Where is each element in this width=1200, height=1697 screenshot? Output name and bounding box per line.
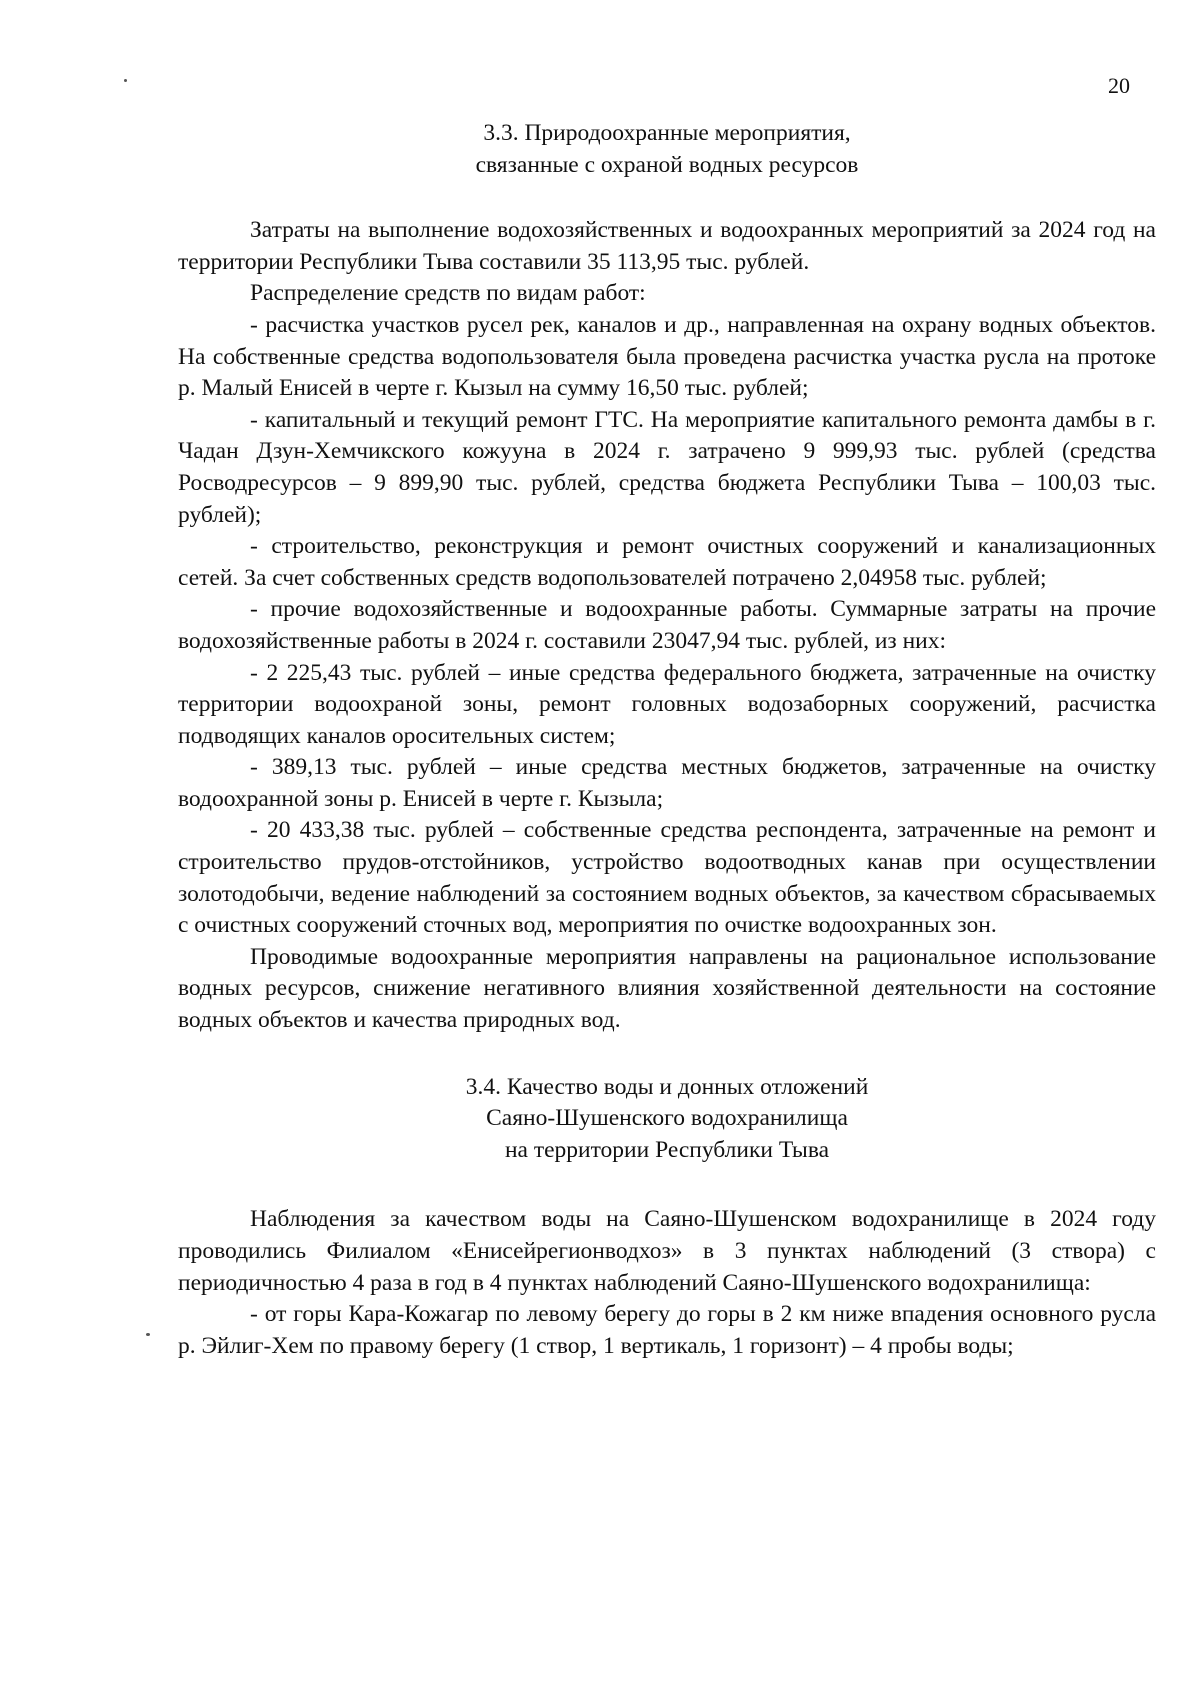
list-item-gts-repair: - капитальный и текущий ремонт ГТС. На мероприятие капитального ремонта дамбы в г. Чадан Дзун-Хемчикского кожууна в 2024 г. затрачено 9 999,93 тыс. рублей (средства Росводресурсов – 9 899,90 тыс. рублей, средства бюджета Республики Тыва – 100,03 тыс. рублей); — [178, 406, 1156, 528]
heading-line: связанные с охраной водных ресурсов — [475, 151, 859, 178]
scan-speck — [146, 1333, 150, 1336]
page-number: 20 — [1108, 73, 1130, 98]
list-item-other-works: - прочие водохозяйственные и водоохранные работы. Суммарные затраты на прочие водохозяйственные работы в 2024 г. составили 23047,94 тыс. рублей, из них: — [178, 596, 1156, 654]
paragraph-conclusion: Проводимые водоохранные мероприятия направлены на рациональное использование водных ресурсов, снижение негативного влияния хозяйственной деятельности на состояние водных объектов и качества природных вод. — [178, 943, 1156, 1034]
list-item-own-funds: - 20 433,38 тыс. рублей – собственные средства респондента, затраченные на ремонт и строительство прудов-отстойников, устройство водоотводных канав при осуществлении золотодобычи, ведение наблюдений за состоянием водных объектов, за качеством сбрасываемых с очистных сооружений сточных вод, мероприятия по очистке водоохранных зон. — [178, 817, 1156, 939]
section-heading-3-3 — [178, 118, 1156, 181]
list-item-kara-kozhagar: - от горы Кара-Кожагар по левому берегу до горы в 2 км ниже впадения основного русла р. Эйлиг-Хем по правому берегу (1 створ, 1 вертикаль, 1 горизонт) – 4 пробы воды; — [178, 1301, 1156, 1359]
section-heading-3-4 — [178, 1072, 1156, 1167]
heading-line: на территории Республики Тыва — [504, 1136, 830, 1163]
list-item-federal-budget: - 2 225,43 тыс. рублей – иные средства федерального бюджета, затраченные на очистку территории водоохраной зоны, ремонт головных водозаборных сооружений, расчистка подводящих каналов оросительных систем; — [178, 659, 1156, 749]
list-item-local-budgets: - 389,13 тыс. рублей – иные средства местных бюджетов, затраченные на очистку водоохранной зоны р. Енисей в черте г. Кызыла; — [178, 754, 1156, 812]
scan-speck — [124, 79, 127, 82]
paragraph-distribution-intro: Распределение средств по видам работ: — [250, 280, 646, 307]
document-body — [178, 118, 1156, 1362]
list-item-riverbed-clearing: - расчистка участков русел рек, каналов и др., направленная на охрану водных объектов. На собственные средства водопользователя была проведена расчистка участка русла на протоке р. Малый Енисей в черте г. Кызыл на сумму 16,50 тыс. рублей; — [178, 311, 1156, 402]
paragraph-observations: Наблюдения за качеством воды на Саяно-Шушенском водохранилище в 2024 году проводились Филиалом «Енисейрегионводхоз» в 3 пунктах наблюдений (3 створа) с периодичностью 4 раза в год в 4 пунктах наблюдений Саяно-Шушенского водохранилища: — [178, 1206, 1156, 1296]
paragraph-total-costs: Затраты на выполнение водохозяйственных и водоохранных мероприятий за 2024 год на территории Республики Тыва составили 35 113,95 тыс. рублей. — [178, 217, 1156, 275]
list-item-treatment-facilities: - строительство, реконструкция и ремонт очистных сооружений и канализационных сетей. За счет собственных средств водопользователей потрачено 2,04958 тыс. рублей; — [178, 533, 1156, 591]
heading-line: 3.3. Природоохранные мероприятия, — [483, 120, 851, 146]
heading-line: Саяно-Шушенского водохранилища — [486, 1105, 848, 1132]
heading-line: 3.4. Качество воды и донных отложений — [465, 1073, 869, 1100]
